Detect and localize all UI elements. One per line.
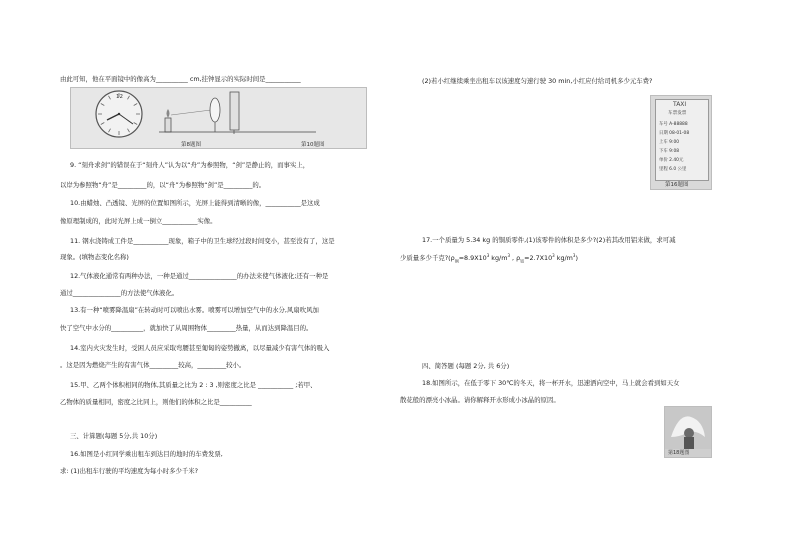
q10-line-2: 像原理制成的，此时光屏上成一倒立___________实像。: [60, 217, 217, 225]
receipt-title: TAXI: [673, 101, 687, 108]
q16-line-2: 求: (1)出租车行驶的平均速度为每小时多少千米?: [60, 467, 199, 475]
figure-18-caption: 第18题图: [668, 450, 690, 456]
q9-line-1: 9. “刻舟求剑”的错误在于“刻舟人”认为以“舟”为参照物，“剑”是静止的，而事实上，: [70, 161, 310, 169]
section-4-title: 四、简答题 (每题 2分, 共 6分): [422, 362, 510, 370]
q17-text-m: ): [575, 254, 578, 263]
q17-exp-2: 3: [507, 253, 510, 258]
q16-line-1: 16.如图是小红同学乘出租车到达目的地时的车费发票,: [70, 450, 223, 458]
q17-text-k: kg/m: [554, 254, 573, 263]
q15-line-1: 15.甲、乙两个体积相同的物体,其质量之比为 2 : 3 ,则密度之比是 ___________ ;若甲、: [70, 381, 317, 389]
q17-sub-aluminum: 铝: [520, 258, 525, 264]
q11-line-2: 现象。(填物态变化名称): [60, 253, 129, 261]
clock-number-label: 12: [116, 94, 123, 100]
q13-line-1: 13.有一种“喷雾降温扇”在转动时可以喷出水雾。喷雾可以增加空气中的水分,风扇吹风加: [70, 306, 319, 314]
q16-part-2: (2)若小红继续乘坐出租车以该速度匀速行驶 30 min,小红应付给司机多少元车费?: [422, 77, 653, 85]
receipt-row: 单价 2.40元: [659, 158, 684, 163]
q8-answer-line: 由此可知，他在平面镜中的像高为__________ cm,挂钟显示的实际时间是___________: [60, 75, 301, 83]
q18-line-1: 18.如图所示，在低于零下 30℃的冬天，将一杯开水，迅速洒向空中，马上就会看到如天女: [422, 379, 680, 387]
receipt-row: 里程 6.0 公里: [659, 167, 687, 172]
receipt-row: 日期 08-01-08: [659, 131, 690, 136]
q17-exp-4: 3: [572, 253, 576, 258]
q17-text-i: =2.7X10: [524, 254, 553, 263]
receipt-row: 下车 9:08: [659, 149, 680, 154]
q17-line-2: [400, 252, 578, 265]
q17-exp-3: 3: [552, 253, 555, 258]
q17-exp-1: 3: [486, 253, 490, 258]
q11-line-1: 11. 钢水浇铸成工件是___________现象，箱子中的卫生球经过段时间变小，甚至没有了，这是: [70, 237, 335, 245]
q17-sub-copper: 铜: [454, 258, 459, 264]
figure-8-caption: 第8题图: [181, 142, 201, 148]
q18-line-2: 散花般的漂亮小冰晶。请你解释开水形成小冰晶的原因。: [400, 396, 560, 404]
q14-line-1: 14.室内火灾发生时，受困人员应采取弯腰甚至匍匐的姿势撤离，以尽量减少有害气体的吸入: [70, 344, 330, 352]
section-3-title: 三、计算题(每题 5分,共 10分): [70, 432, 158, 440]
q13-line-2: 快了空气中水分的__________，就加快了从周围物体_________热量，从而达到降温目的。: [60, 324, 313, 332]
q17-text-g: , ρ: [509, 254, 521, 263]
q9-line-2: 以岸为参照物“舟”是_________的，以“舟”为参照物“剑”是_________的。: [60, 181, 266, 189]
taxi-receipt-figure: [650, 95, 712, 190]
ice-crystal-photo-figure: [664, 406, 712, 458]
splash-photo-illustration: [665, 407, 711, 449]
q17-line-1: 17.一个质量为 5.34 kg 的铜质零件,(1)该零件的体积是多少?(2)若其改用铝来做，求可减: [422, 236, 676, 244]
receipt-paper: [655, 99, 709, 181]
q17-text-a: 少质量多少千克?(ρ: [400, 254, 455, 263]
receipt-row: 上车 9:00: [659, 140, 680, 145]
q12-line-1: 12.气体液化通常有两种办法，一种是通过_______________的办法来使气体液化;还有一种是: [70, 272, 329, 280]
q17-text-c: =8.9X10: [458, 254, 487, 263]
receipt-subtitle: 车票发票: [668, 111, 687, 116]
q12-line-2: 通过_______________的方法使气体液化。: [60, 289, 179, 297]
figure-8-10-strip: [70, 87, 367, 149]
q14-line-2: 。这是因为燃烧产生的有害气体_________较高，_________较小。: [60, 361, 246, 369]
receipt-row: 车号 A-88888: [659, 122, 688, 127]
figure-10-caption: 第10题图: [301, 142, 325, 148]
q10-line-1: 10.由蜡烛、凸透镜、光屏的位置如图所示，光屏上能得到清晰的像，___________是这成: [70, 199, 320, 207]
q15-line-2: 乙物体的质量相同，密度之比同上，则他们的体积之比是__________: [60, 398, 252, 406]
figure-16-caption: 第16题图: [665, 182, 689, 188]
q17-text-e: kg/m: [489, 254, 508, 263]
